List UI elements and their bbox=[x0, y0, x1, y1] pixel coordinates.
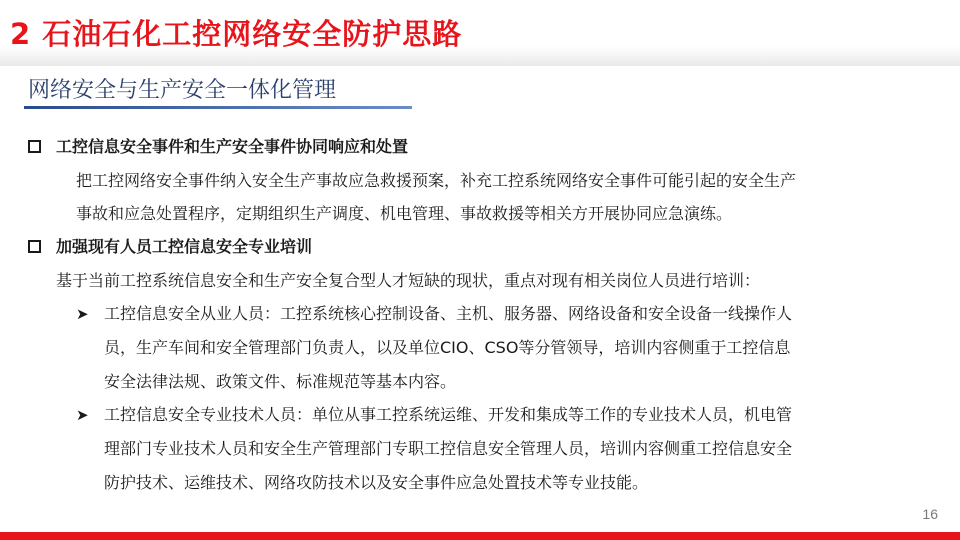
subtitle-underline bbox=[24, 106, 412, 109]
page-number: 16 bbox=[922, 506, 938, 522]
point-heading: 加强现有人员工控信息安全专业培训 bbox=[56, 237, 313, 256]
square-bullet-icon bbox=[28, 140, 41, 153]
arrow-bullet-icon: ➤ bbox=[76, 305, 89, 323]
arrow-bullet-icon: ➤ bbox=[76, 406, 89, 424]
point-heading: 工控信息安全事件和生产安全事件协同响应和处置 bbox=[56, 137, 409, 156]
square-bullet-icon bbox=[28, 240, 41, 253]
point-body-line: 事故和应急处置程序，定期组织生产调度、机电管理、事故救援等相关方开展协同应急演练。 bbox=[76, 204, 733, 223]
point-body-line: 把工控网络安全事件纳入安全生产事故应急救援预案，补充工控系统网络安全事件可能引起的安全生产 bbox=[76, 171, 797, 190]
sub-item-line: 员，生产车间和安全管理部门负责人，以及单位CIO、CSO等分管领导，培训内容侧重于工控信息 bbox=[104, 338, 791, 357]
sub-item-line: 工控信息安全从业人员：工控系统核心控制设备、主机、服务器、网络设备和安全设备一线操作人 bbox=[104, 304, 793, 323]
sub-item-line: 理部门专业技术人员和安全生产管理部门专职工控信息安全管理人员，培训内容侧重工控信息安全 bbox=[104, 439, 793, 458]
section-subtitle: 网络安全与生产安全一体化管理 bbox=[28, 78, 337, 103]
slide-title: 2 石油石化工控网络安全防护思路 bbox=[10, 17, 463, 51]
sub-item-line: 工控信息安全专业技术人员：单位从事工控系统运维、开发和集成等工作的专业技术人员，机电管 bbox=[104, 405, 793, 424]
sub-item-line: 防护技术、运维技术、网络攻防技术以及安全事件应急处置技术等专业技能。 bbox=[104, 473, 649, 492]
sub-item-line: 安全法律法规、政策文件、标准规范等基本内容。 bbox=[104, 372, 457, 391]
point-intro: 基于当前工控系统信息安全和生产安全复合型人才短缺的现状，重点对现有相关岗位人员进行培训： bbox=[56, 271, 761, 290]
footer-bar bbox=[0, 532, 960, 540]
